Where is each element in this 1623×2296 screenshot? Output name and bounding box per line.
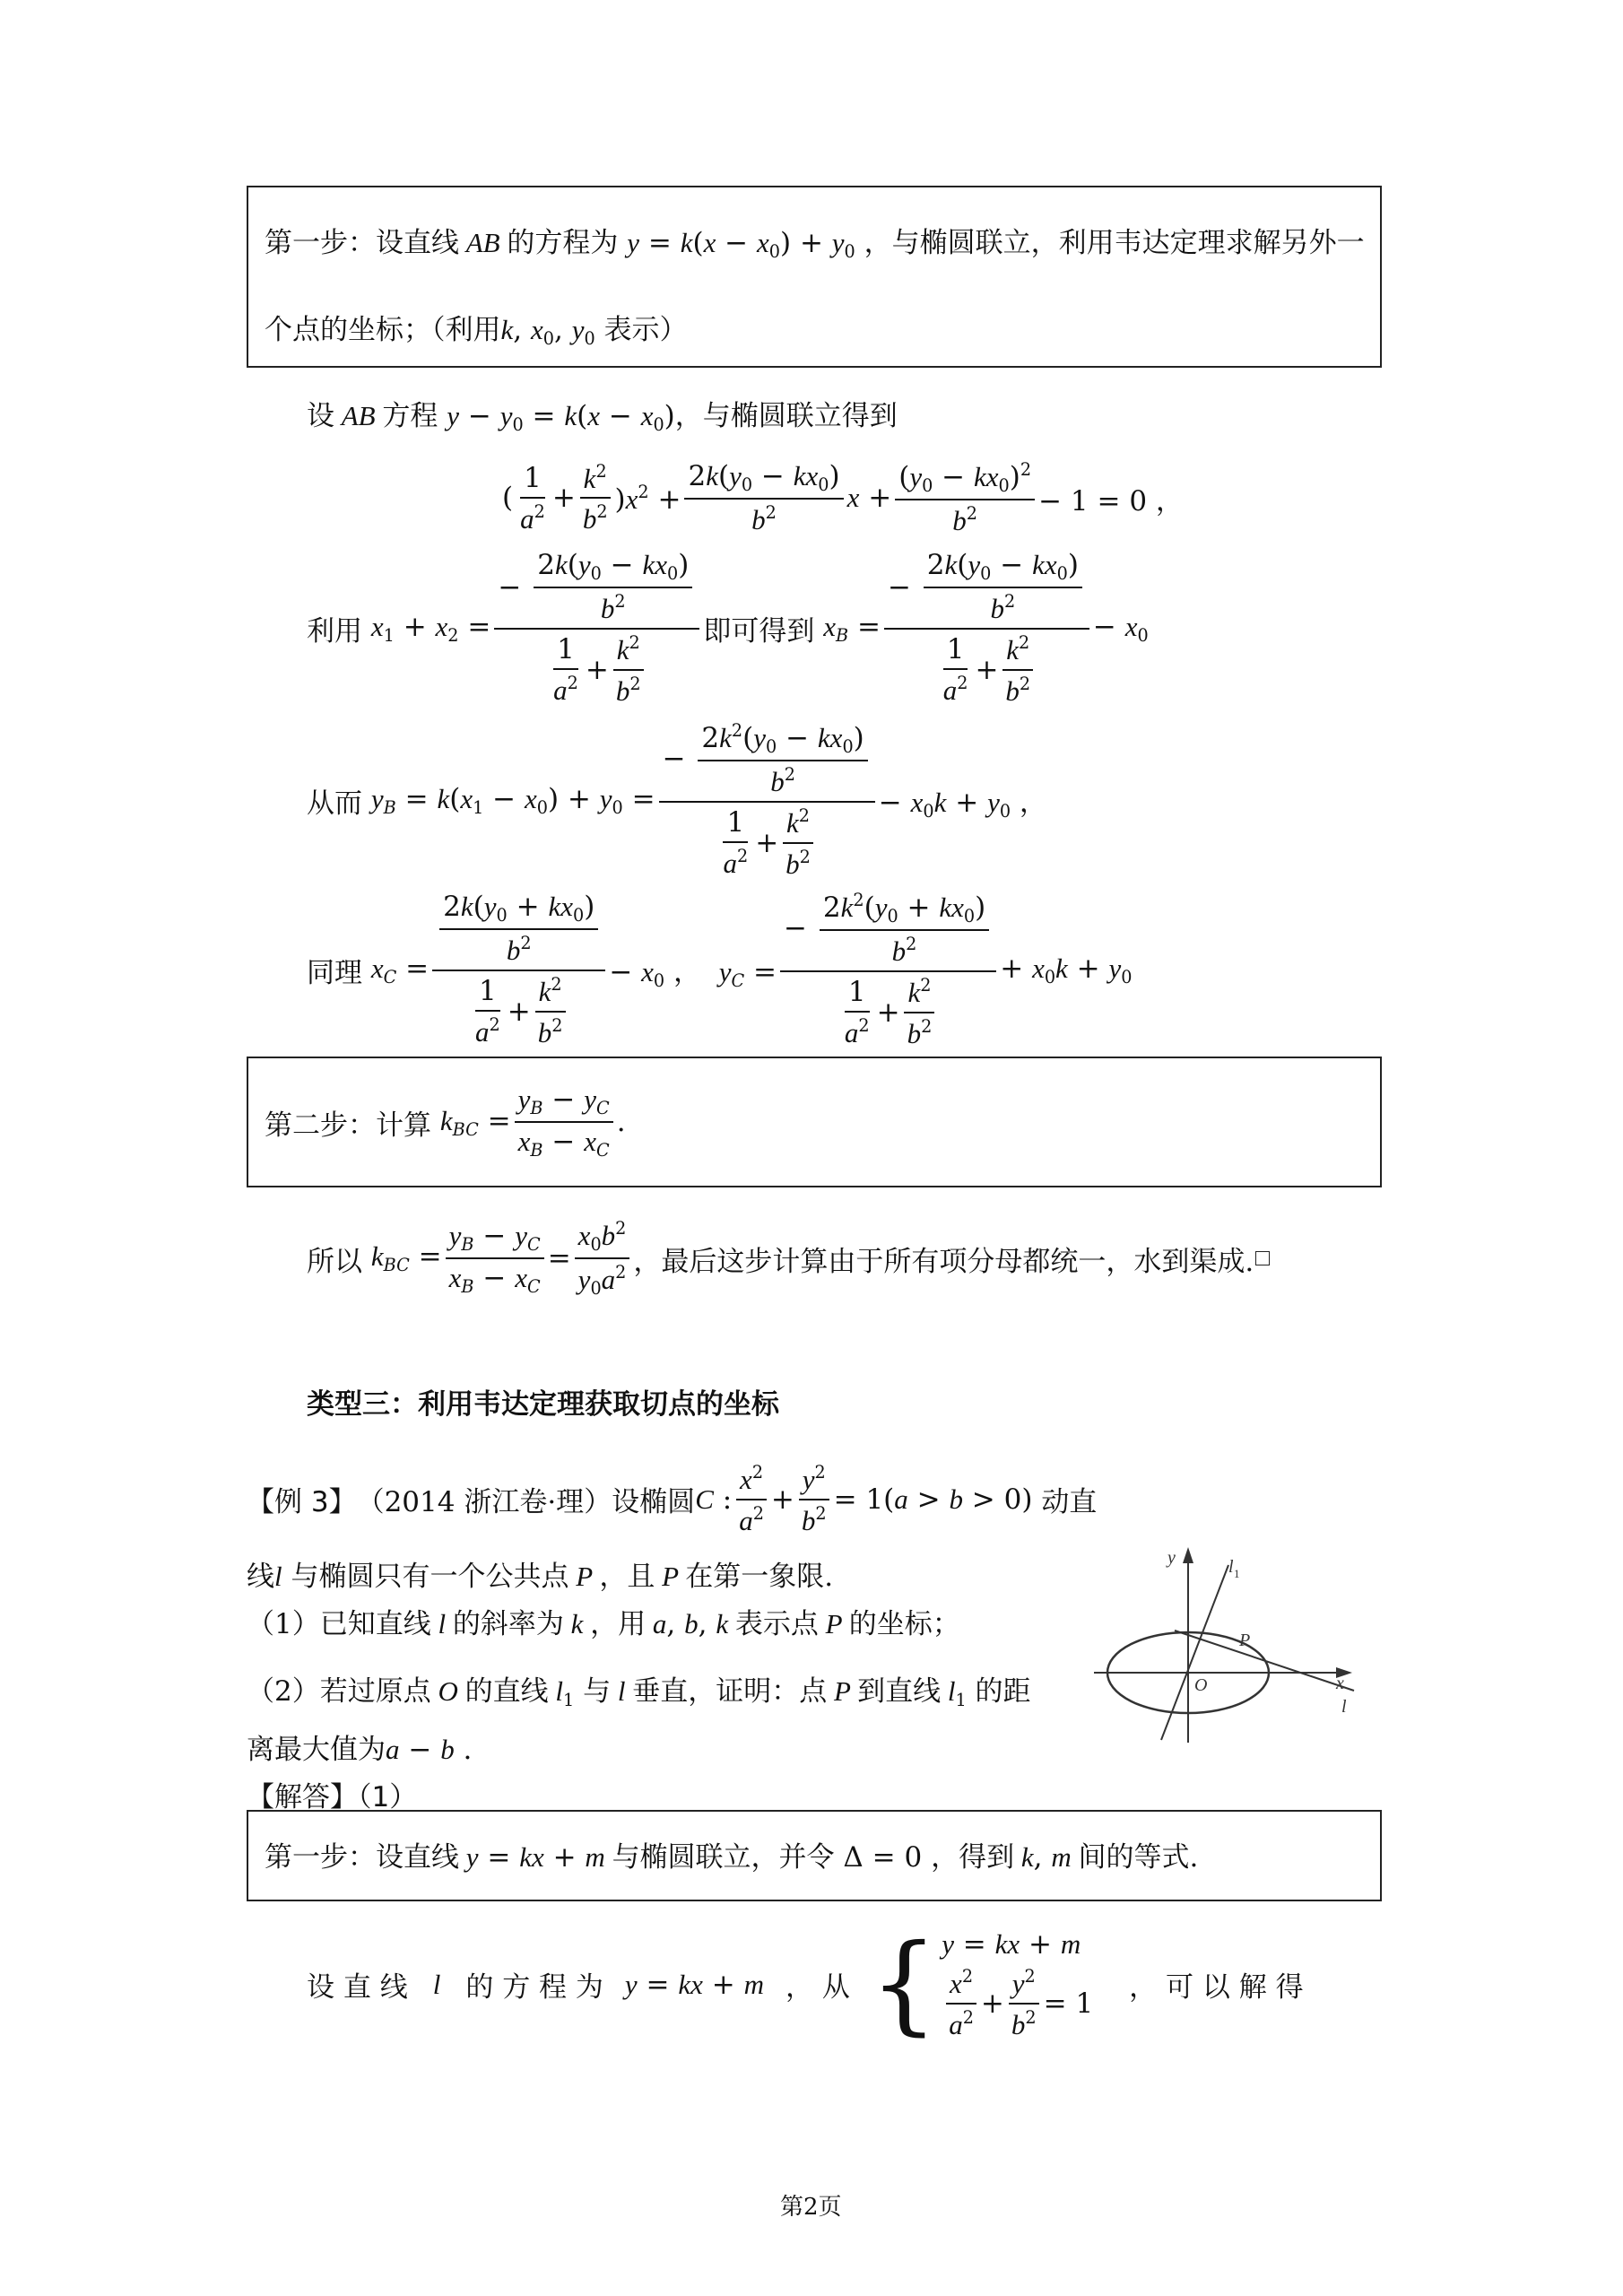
y-axis-arrow-icon [1183,1547,1193,1563]
example3-line2: 线l 与椭圆只有一个公共点 P ，且 P 在第一象限. [247,1561,834,1593]
section-heading: 类型三：利用韦达定理获取切点的坐标 [307,1388,779,1421]
example3-line1: 【例 3】 （2014 浙江卷·理）设椭圆 C : $\frac{x^2}{a^2}$ + $\frac{y^2}{b^2}$ = 1(a > b > 0) 动直 [247,1462,1098,1536]
label-l: l [1341,1697,1347,1717]
answer-label: 【解答】（1） [247,1781,418,1813]
line-ab-equation: 设 AB 方程 y − y0 = k(x − x0)，与椭圆联立得到 [307,400,898,436]
result-line: 所以 $k_{BC}$ = $\frac{y_B - y_C}{x_B - x_C}$ = $\frac{x0b^2}{y0a^2}$ ，最后这步计算由于所有项分母都统一，水到渠成. [307,1218,1270,1299]
yb-formula: 从而 $y_B = k(x1 - x0) + y0$ = − $\frac{2k^2(y0 - kx0)}{b^2}$ $\frac{1}{a^2}$ + $\frac{k^2}{b^2}$ − x0k + y0 ， [307,720,1047,880]
question-2-cont: 离最大值为a − b . [247,1734,473,1766]
label-x: x [1336,1674,1344,1693]
qed-square-icon [1255,1251,1270,1265]
label-O: O [1194,1675,1208,1695]
label-y: y [1167,1548,1176,1568]
left-brace-icon: { [869,1921,939,2047]
question-1: （1）已知直线 l 的斜率为 k ，用 a, b, k 表示点 P 的坐标； [247,1608,960,1640]
label-P: P [1239,1631,1251,1650]
question-2: （2）若过原点 O 的直线 l1 与 l 垂直，证明：点 P 到直线 l1 的距 [247,1675,1031,1711]
quadratic-equation: ( $\frac{1}{a^2}$ + $\frac{k^2}{b^2}$ )$x^2$ + $\frac{2k(y0 - kx0)}{b^2}$ x + $\frac{(y0 - kx0)^2}{b^2}$ − 1 = 0 ， [502,459,1184,536]
page-footer: 第2页 [780,2194,842,2221]
step1b-text: 第一步：设直线 y = kx + m 与椭圆联立，并令 Δ = 0 ，得到 k, m 间的等式. [265,1841,1199,1874]
step1-line1: 第一步：设直线 AB 的方程为 y = k(x − x0) + y0 ，与椭圆联立，利用韦达定理求解另外一 [265,227,1365,263]
sum-formula: 利用 x1 + x2 = − $\frac{2k(y0 - kx0)}{b^2}$ $\frac{1}{a^2}$ + $\frac{k^2}{b^2}$ 即可得到 $x_B$ = − $\frac{2k(y0 - kx0)}{b^2}$ $\frac{1}{a^2}$ + $\frac{k^2}{b^2}$ − x0 [307,549,1149,707]
step1-line2: 个点的坐标；（利用k, x0, y0 表示） [265,314,688,350]
ellipse-figure [1085,1538,1390,1749]
step2-text: 第二步：计算 $k_{BC}$ = $\frac{y_B - y_C}{x_B - x_C}$ . [265,1083,626,1161]
system-line: 设 直 线 l 的 方 程 为 y = kx + m ， 从 { y = kx + m $\frac{x^2}{a^2}$ + $\frac{y^2}{b^2}$ = 1 ， 可 以 解 得 [307,1921,1304,2047]
label-l1: l [1228,1557,1234,1577]
label-l1-sub: 1 [1234,1567,1240,1580]
xc-yc-formula: 同理 $x_C$ = $\frac{2k(y0 + kx0)}{b^2}$ $\frac{1}{a^2}$ + $\frac{k^2}{b^2}$ − x0 ， $y_C$ = − $\frac{2k^2(y0 + kx0)}{b^2}$ $\frac{1}{a^2}$ + $\frac{k^2}{b^2}$ + x0k + y0 [307,890,1133,1049]
